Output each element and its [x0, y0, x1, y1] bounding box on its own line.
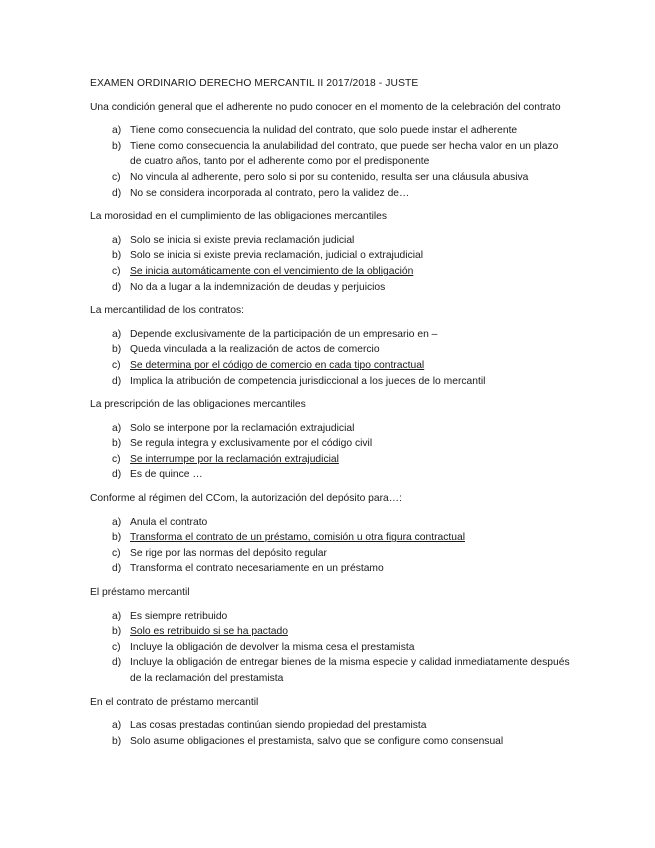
option-text: Implica la atribución de competencia jurisdiccional a los jueces de lo mercantil	[130, 375, 486, 387]
option-text-underlined: Solo es retribuido si se ha pactado	[130, 626, 288, 638]
option-letter: a)	[112, 422, 122, 434]
option-text: Solo se interpone por la reclamación extrajudicial	[130, 422, 355, 434]
answer-option	[90, 421, 570, 437]
question-block	[90, 303, 570, 389]
option-letter: c)	[112, 641, 121, 653]
answer-option	[90, 546, 570, 562]
option-list	[90, 327, 570, 389]
answer-option	[90, 123, 570, 139]
document-page	[90, 76, 570, 757]
question-block	[90, 491, 570, 577]
question-text: El préstamo mercantil	[90, 587, 190, 599]
option-text: Es siempre retribuido	[130, 610, 228, 622]
option-letter: d)	[112, 187, 122, 199]
option-text: Anula el contrato	[130, 516, 208, 528]
option-list	[90, 515, 570, 577]
option-text: No vincula al adherente, pero solo si por su contenido, resulta ser una cláusula abusiva	[130, 171, 529, 183]
answer-option	[90, 515, 570, 531]
option-list	[90, 421, 570, 483]
option-text: Transforma el contrato necesariamente en un préstamo	[130, 563, 384, 575]
option-text: Queda vinculada a la realización de actos de comercio	[130, 344, 380, 356]
answer-option	[90, 624, 570, 640]
question-block	[90, 209, 570, 295]
option-text: Es de quince …	[130, 469, 203, 481]
option-letter: c)	[112, 453, 121, 465]
option-letter: d)	[112, 375, 122, 387]
option-letter: d)	[112, 281, 122, 293]
option-letter: c)	[112, 547, 121, 559]
answer-option	[90, 561, 570, 577]
answer-option	[90, 609, 570, 625]
option-letter: b)	[112, 250, 122, 262]
answer-option	[90, 467, 570, 483]
answer-option	[90, 655, 570, 686]
answer-option	[90, 452, 570, 468]
option-list	[90, 609, 570, 687]
option-letter: a)	[112, 720, 122, 732]
option-text: No da a lugar a la indemnización de deudas y perjuicios	[130, 281, 386, 293]
option-text-underlined: Se inicia automáticamente con el vencimiento de la obligación	[130, 265, 414, 277]
question-text: La mercantilidad de los contratos:	[90, 305, 244, 317]
option-letter: d)	[112, 563, 122, 575]
option-text-underlined: Se interrumpe por la reclamación extrajudicial	[130, 453, 339, 465]
option-letter: a)	[112, 516, 122, 528]
question-text: En el contrato de préstamo mercantil	[90, 696, 259, 708]
option-text: Tiene como consecuencia la nulidad del contrato, que solo puede instar el adherente	[130, 125, 518, 137]
option-text-underlined: Se determina por el código de comercio en cada tipo contractual	[130, 359, 425, 371]
option-letter: b)	[112, 626, 122, 638]
option-letter: b)	[112, 344, 122, 356]
question-list	[90, 100, 570, 750]
option-letter: d)	[112, 469, 122, 481]
option-list	[90, 123, 570, 201]
option-letter: b)	[112, 438, 122, 450]
option-letter: a)	[112, 125, 122, 137]
answer-option	[90, 358, 570, 374]
answer-option	[90, 264, 570, 280]
answer-option	[90, 436, 570, 452]
question-block	[90, 397, 570, 483]
option-text: Depende exclusivamente de la participación de un empresario en –	[130, 328, 438, 340]
question-block	[90, 695, 570, 750]
option-text: Incluye la obligación de entregar bienes de la misma especie y calidad inmediatamente después de la reclamación del prestamista	[130, 657, 570, 684]
option-text-underlined: Transforma el contrato de un préstamo, comisión u otra figura contractual	[130, 532, 466, 544]
option-text: Incluye la obligación de devolver la misma cesa el prestamista	[130, 641, 415, 653]
answer-option	[90, 374, 570, 390]
option-letter: a)	[112, 328, 122, 340]
answer-option	[90, 640, 570, 656]
answer-option	[90, 248, 570, 264]
answer-option	[90, 342, 570, 358]
option-text: Se rige por las normas del depósito regular	[130, 547, 327, 559]
option-text: Solo asume obligaciones el prestamista, salvo que se configure como consensual	[130, 735, 504, 747]
option-letter: c)	[112, 171, 121, 183]
option-letter: b)	[112, 140, 122, 152]
option-text: Solo se inicia si existe previa reclamación, judicial o extrajudicial	[130, 250, 424, 262]
option-letter: b)	[112, 532, 122, 544]
answer-option	[90, 233, 570, 249]
option-text: Solo se inicia si existe previa reclamación judicial	[130, 234, 355, 246]
option-letter: a)	[112, 610, 122, 622]
answer-option	[90, 139, 570, 170]
answer-option	[90, 734, 570, 750]
option-text: No se considera incorporada al contrato, pero la validez de…	[130, 187, 410, 199]
option-letter: d)	[112, 657, 122, 669]
question-text: Una condición general que el adherente no pudo conocer en el momento de la celebración del contrato	[90, 101, 561, 113]
option-text: Se regula integra y exclusivamente por el código civil	[130, 438, 373, 450]
option-list	[90, 233, 570, 295]
option-letter: b)	[112, 735, 122, 747]
question-block	[90, 100, 570, 202]
question-text: Conforme al régimen del CCom, la autorización del depósito para…:	[90, 493, 402, 505]
option-letter: c)	[112, 265, 121, 277]
option-letter: c)	[112, 359, 121, 371]
answer-option	[90, 186, 570, 202]
option-list	[90, 718, 570, 749]
option-letter: a)	[112, 234, 122, 246]
answer-option	[90, 170, 570, 186]
answer-option	[90, 280, 570, 296]
exam-title: EXAMEN ORDINARIO DERECHO MERCANTIL II 2017/2018 - JUSTE	[90, 78, 419, 89]
answer-option	[90, 327, 570, 343]
question-text: La prescripción de las obligaciones mercantiles	[90, 399, 306, 411]
option-text: Tiene como consecuencia la anulabilidad del contrato, que puede ser hecha valor en un plazo de cuatro años, tanto por el adherente como por el predisponente	[130, 140, 559, 168]
question-block	[90, 585, 570, 687]
question-text: La morosidad en el cumplimiento de las obligaciones mercantiles	[90, 211, 388, 223]
option-text: Las cosas prestadas continúan siendo propiedad del prestamista	[130, 720, 427, 732]
answer-option	[90, 718, 570, 734]
answer-option	[90, 530, 570, 546]
